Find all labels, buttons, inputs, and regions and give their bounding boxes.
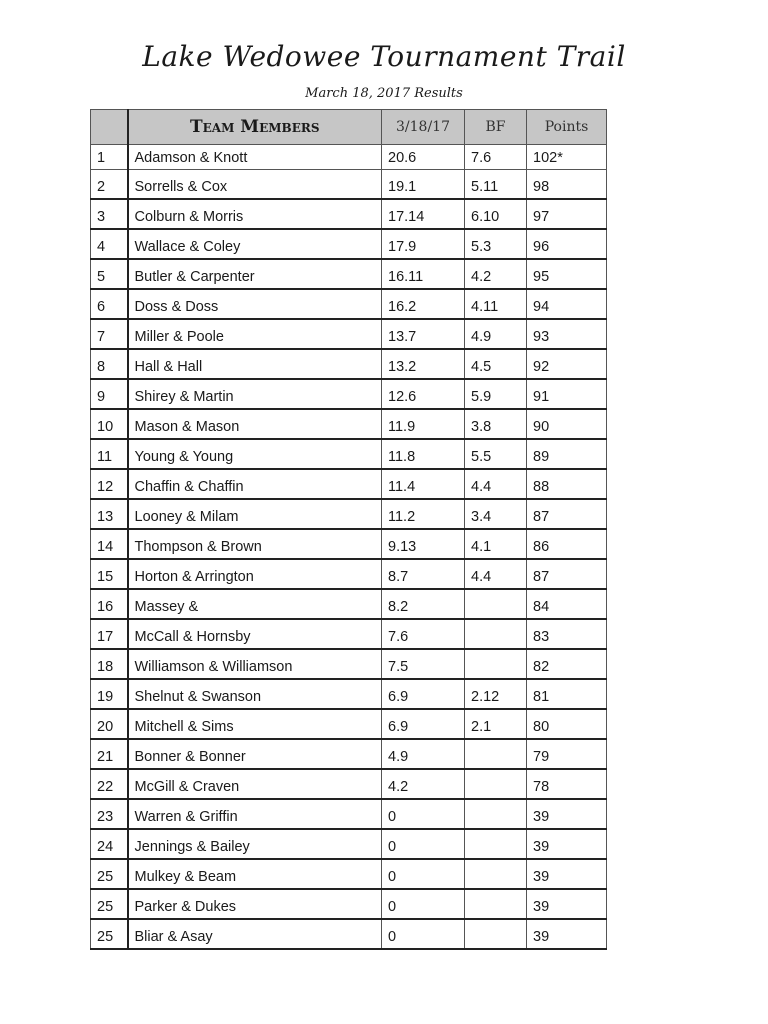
team-members-cell: McGill & Craven (128, 769, 382, 799)
team-members-cell: Shirey & Martin (128, 379, 382, 409)
team-members-cell: Butler & Carpenter (128, 259, 382, 289)
big-fish-cell: 4.5 (465, 349, 527, 379)
rank-cell: 12 (91, 469, 128, 499)
team-members-cell: Looney & Milam (128, 499, 382, 529)
rank-cell: 13 (91, 499, 128, 529)
big-fish-cell (465, 799, 527, 829)
team-members-cell: Bonner & Bonner (128, 739, 382, 769)
big-fish-cell (465, 889, 527, 919)
rank-cell: 11 (91, 439, 128, 469)
big-fish-cell (465, 739, 527, 769)
column-header-big-fish: BF (465, 110, 527, 145)
team-members-cell: Williamson & Williamson (128, 649, 382, 679)
big-fish-cell: 5.11 (465, 170, 527, 200)
table-row (91, 499, 607, 529)
rank-cell: 25 (91, 859, 128, 889)
big-fish-cell: 2.12 (465, 679, 527, 709)
weight-cell: 17.14 (382, 199, 465, 229)
table-row (91, 709, 607, 739)
big-fish-cell: 4.9 (465, 319, 527, 349)
rank-cell: 10 (91, 409, 128, 439)
rank-cell: 23 (91, 799, 128, 829)
points-cell: 88 (527, 469, 607, 499)
team-members-cell: Horton & Arrington (128, 559, 382, 589)
table-row (91, 439, 607, 469)
points-cell: 91 (527, 379, 607, 409)
big-fish-cell (465, 649, 527, 679)
rank-cell: 2 (91, 170, 128, 200)
weight-cell: 11.4 (382, 469, 465, 499)
big-fish-cell: 4.2 (465, 259, 527, 289)
rank-cell: 19 (91, 679, 128, 709)
rank-cell: 21 (91, 739, 128, 769)
points-cell: 93 (527, 319, 607, 349)
big-fish-cell: 7.6 (465, 145, 527, 170)
table-row (91, 889, 607, 919)
points-cell: 39 (527, 859, 607, 889)
weight-cell: 11.2 (382, 499, 465, 529)
points-cell: 92 (527, 349, 607, 379)
team-members-cell: Doss & Doss (128, 289, 382, 319)
team-members-cell: Chaffin & Chaffin (128, 469, 382, 499)
big-fish-cell: 3.8 (465, 409, 527, 439)
team-members-cell: Young & Young (128, 439, 382, 469)
weight-cell: 11.9 (382, 409, 465, 439)
points-cell: 95 (527, 259, 607, 289)
weight-cell: 6.9 (382, 679, 465, 709)
points-cell: 39 (527, 889, 607, 919)
weight-cell: 13.2 (382, 349, 465, 379)
weight-cell: 0 (382, 919, 465, 949)
weight-cell: 19.1 (382, 170, 465, 200)
column-header-points: Points (527, 110, 607, 145)
table-row (91, 799, 607, 829)
weight-cell: 20.6 (382, 145, 465, 170)
points-cell: 98 (527, 170, 607, 200)
big-fish-cell: 2.1 (465, 709, 527, 739)
points-cell: 94 (527, 289, 607, 319)
team-members-cell: Thompson & Brown (128, 529, 382, 559)
table-row (91, 919, 607, 949)
big-fish-cell: 5.9 (465, 379, 527, 409)
big-fish-cell (465, 619, 527, 649)
rank-cell: 24 (91, 829, 128, 859)
rank-cell: 20 (91, 709, 128, 739)
points-cell: 87 (527, 499, 607, 529)
team-members-cell: Hall & Hall (128, 349, 382, 379)
table-row (91, 619, 607, 649)
big-fish-cell (465, 829, 527, 859)
points-cell: 97 (527, 199, 607, 229)
big-fish-cell: 4.4 (465, 559, 527, 589)
team-members-cell: Jennings & Bailey (128, 829, 382, 859)
rank-cell: 16 (91, 589, 128, 619)
weight-cell: 8.2 (382, 589, 465, 619)
column-header-rank (91, 110, 128, 145)
table-header-row (91, 110, 607, 145)
big-fish-cell (465, 919, 527, 949)
points-cell: 102* (527, 145, 607, 170)
rank-cell: 4 (91, 229, 128, 259)
team-members-cell: Shelnut & Swanson (128, 679, 382, 709)
big-fish-cell (465, 859, 527, 889)
weight-cell: 0 (382, 889, 465, 919)
points-cell: 83 (527, 619, 607, 649)
rank-cell: 17 (91, 619, 128, 649)
rank-cell: 25 (91, 919, 128, 949)
big-fish-cell: 4.1 (465, 529, 527, 559)
table-row (91, 229, 607, 259)
table-row (91, 199, 607, 229)
weight-cell: 12.6 (382, 379, 465, 409)
team-members-cell: Mitchell & Sims (128, 709, 382, 739)
weight-cell: 16.11 (382, 259, 465, 289)
weight-cell: 4.9 (382, 739, 465, 769)
team-members-cell: Bliar & Asay (128, 919, 382, 949)
rank-cell: 5 (91, 259, 128, 289)
table-row (91, 145, 607, 170)
team-members-cell: Mulkey & Beam (128, 859, 382, 889)
team-members-cell: Parker & Dukes (128, 889, 382, 919)
points-cell: 87 (527, 559, 607, 589)
rank-cell: 9 (91, 379, 128, 409)
table-row (91, 529, 607, 559)
weight-cell: 17.9 (382, 229, 465, 259)
weight-cell: 16.2 (382, 289, 465, 319)
column-header-team-members: Team Members (128, 110, 382, 145)
big-fish-cell: 4.4 (465, 469, 527, 499)
weight-cell: 0 (382, 859, 465, 889)
rank-cell: 22 (91, 769, 128, 799)
rank-cell: 8 (91, 349, 128, 379)
big-fish-cell: 4.11 (465, 289, 527, 319)
table-row (91, 829, 607, 859)
points-cell: 90 (527, 409, 607, 439)
table-row (91, 319, 607, 349)
column-header-weight: 3/18/17 (382, 110, 465, 145)
points-cell: 80 (527, 709, 607, 739)
points-cell: 39 (527, 829, 607, 859)
rank-cell: 18 (91, 649, 128, 679)
table-row (91, 559, 607, 589)
table-row (91, 349, 607, 379)
points-cell: 39 (527, 799, 607, 829)
big-fish-cell: 3.4 (465, 499, 527, 529)
weight-cell: 6.9 (382, 709, 465, 739)
table-row (91, 649, 607, 679)
weight-cell: 7.6 (382, 619, 465, 649)
rank-cell: 1 (91, 145, 128, 170)
team-members-cell: McCall & Hornsby (128, 619, 382, 649)
table-row (91, 679, 607, 709)
table-row (91, 859, 607, 889)
team-members-cell: Mason & Mason (128, 409, 382, 439)
weight-cell: 4.2 (382, 769, 465, 799)
table-row (91, 739, 607, 769)
big-fish-cell (465, 769, 527, 799)
table-row (91, 289, 607, 319)
weight-cell: 13.7 (382, 319, 465, 349)
rank-cell: 14 (91, 529, 128, 559)
weight-cell: 9.13 (382, 529, 465, 559)
team-members-cell: Miller & Poole (128, 319, 382, 349)
team-members-cell: Sorrells & Cox (128, 170, 382, 200)
points-cell: 96 (527, 229, 607, 259)
table-row (91, 469, 607, 499)
team-members-cell: Massey & (128, 589, 382, 619)
table-row (91, 379, 607, 409)
weight-cell: 11.8 (382, 439, 465, 469)
big-fish-cell: 5.3 (465, 229, 527, 259)
points-cell: 82 (527, 649, 607, 679)
rank-cell: 25 (91, 889, 128, 919)
points-cell: 89 (527, 439, 607, 469)
points-cell: 84 (527, 589, 607, 619)
points-cell: 39 (527, 919, 607, 949)
table-row (91, 170, 607, 200)
weight-cell: 7.5 (382, 649, 465, 679)
big-fish-cell: 6.10 (465, 199, 527, 229)
table-row (91, 769, 607, 799)
results-table (90, 109, 607, 950)
big-fish-cell (465, 589, 527, 619)
points-cell: 79 (527, 739, 607, 769)
team-members-cell: Adamson & Knott (128, 145, 382, 170)
team-members-cell: Warren & Griffin (128, 799, 382, 829)
weight-cell: 0 (382, 829, 465, 859)
weight-cell: 8.7 (382, 559, 465, 589)
big-fish-cell: 5.5 (465, 439, 527, 469)
points-cell: 78 (527, 769, 607, 799)
table-row (91, 589, 607, 619)
rank-cell: 7 (91, 319, 128, 349)
table-row (91, 409, 607, 439)
points-cell: 86 (527, 529, 607, 559)
team-members-cell: Wallace & Coley (128, 229, 382, 259)
weight-cell: 0 (382, 799, 465, 829)
rank-cell: 6 (91, 289, 128, 319)
rank-cell: 15 (91, 559, 128, 589)
results-table-body (91, 145, 607, 950)
document-title: Lake Wedowee Tournament Trail (142, 40, 626, 73)
document-subtitle: March 18, 2017 Results (305, 86, 463, 101)
team-members-cell: Colburn & Morris (128, 199, 382, 229)
table-row (91, 259, 607, 289)
rank-cell: 3 (91, 199, 128, 229)
points-cell: 81 (527, 679, 607, 709)
